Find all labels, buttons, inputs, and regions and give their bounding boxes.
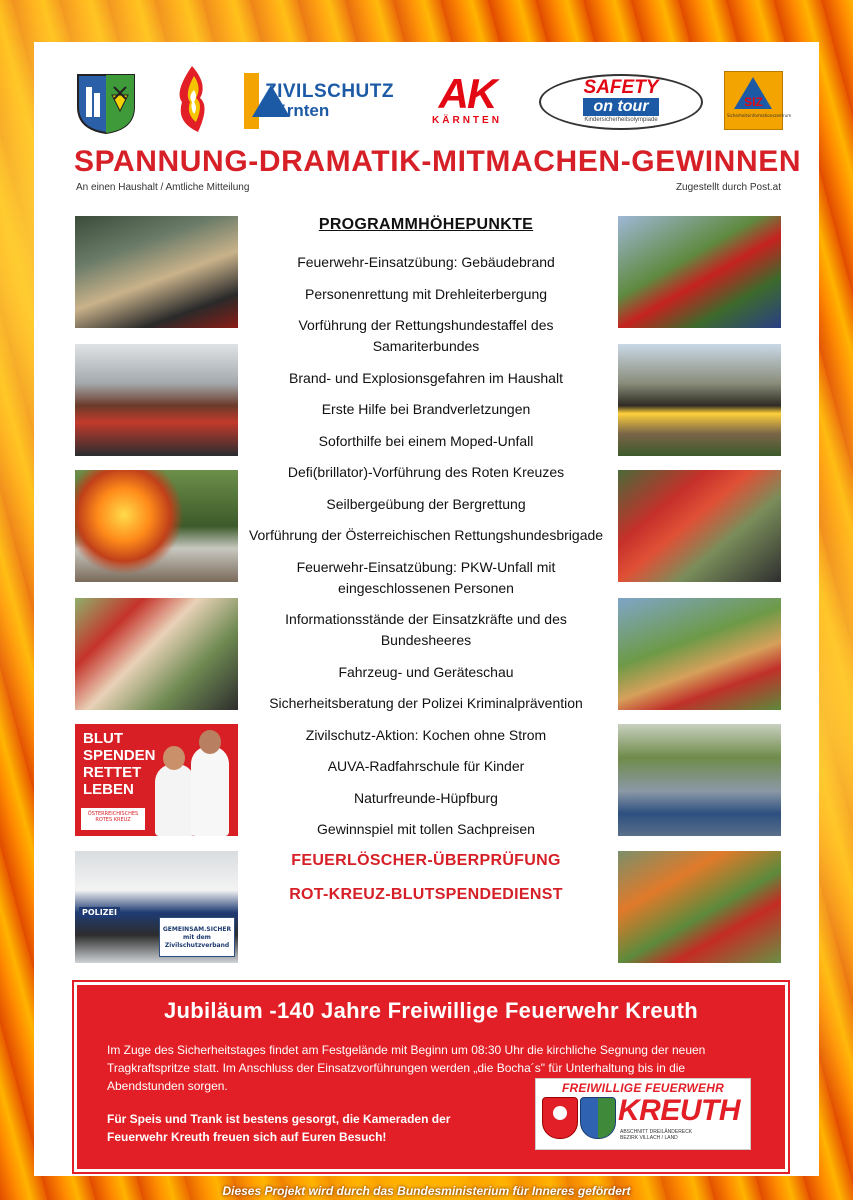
zivilschutz-kaernten-logo <box>244 73 394 129</box>
safety-word: SAFETY <box>583 77 659 98</box>
program-item: Feuerwehr-Einsatzübung: PKW-Unfall mit eingeschlossenen Personen <box>296 558 556 596</box>
ff-logo-kreuth: KREUTH <box>618 1094 740 1127</box>
program-title: PROGRAMMHÖHEPUNKTE <box>318 216 534 233</box>
photo-rescue-dogs <box>618 598 781 710</box>
zivilschutz-triangle-icon <box>244 73 259 129</box>
ff-logo-district <box>620 1129 692 1141</box>
program-item: Personenrettung mit Drehleiterbergung <box>304 285 548 302</box>
program-item: Defi(brillator)-Vorführung des Roten Kreuzes <box>287 464 565 480</box>
flyer-sheet <box>34 42 819 1176</box>
program-highlight: FEUERLÖSCHER-ÜBERPRÜFUNG <box>291 851 561 869</box>
photo-firefighters-car-rescue <box>75 216 238 328</box>
blood-ad-line: SPENDEN <box>83 747 156 764</box>
program-highlight: ROT-KREUZ-BLUTSPENDEDIENST <box>289 885 563 903</box>
program-item: Brand- und Explosionsgefahren im Haushalt <box>289 369 563 386</box>
photo-first-aid-burns <box>75 598 238 710</box>
ff-logo-line3: ABSCHNITT DREILÄNDERECK <box>620 1129 693 1135</box>
program-item: Seilbergeübung der Bergrettung <box>326 495 526 512</box>
program-item: Feuerwehr-Einsatzübung: Gebäudebrand <box>297 254 555 270</box>
blood-ad-person-head <box>163 746 185 770</box>
jubilee-text: Im Zuge des Sicherheitstages findet am Festgelände mit Beginn um 08:30 Uhr die kirchliche Segnung der neuen Tragkraftspritze statt. Im Anschluss der Einsatzvorführungen werden „die Bocha´s" für Unterhaltung bis in die Abendstunden sorgen. <box>107 1043 706 1093</box>
safety-subtitle: Kindersicherheitsolympiade <box>584 117 658 123</box>
badge-line: mit dem Zivilschutzverband <box>164 934 230 949</box>
delivery-note: Zugestellt durch Post.at <box>675 182 781 193</box>
siz-label: SIZ <box>744 95 763 109</box>
gemeinsam-sicher-badge <box>159 917 235 957</box>
photo-fire-explosion-demo <box>75 470 238 582</box>
program-item: Vorführung der Österreichischen Rettungshundesbrigade <box>248 527 604 543</box>
municipal-crest-logo <box>76 73 136 135</box>
ak-letters: AK <box>438 70 496 117</box>
on-tour-word: on tour <box>583 98 658 116</box>
blood-ad-line: LEBEN <box>83 781 134 798</box>
blood-ad-person-head <box>199 730 221 754</box>
siz-logo <box>724 71 792 130</box>
ff-logo-line4: BEZIRK VILLACH / LAND <box>620 1135 678 1141</box>
blood-ad-slogan <box>83 730 156 798</box>
police-car-label: POLIZEI <box>79 907 120 918</box>
jubilee-box <box>74 982 788 1172</box>
program-item: Vorführung der Rettungshundestaffel des Samariterbundes <box>298 317 554 354</box>
program-item: Naturfreunde-Hüpfburg <box>354 789 498 806</box>
program-item: AUVA-Radfahrschule für Kinder <box>327 758 525 774</box>
program-item: Informationsstände der Einsatzkräfte und des Bundesheeres <box>285 611 567 648</box>
program-item: Zivilschutz-Aktion: Kochen ohne Strom <box>305 726 547 743</box>
blood-ad-line: RETTET <box>83 764 142 781</box>
siz-subtitle: Sicherheitsinformationszentrum <box>727 113 792 118</box>
photo-excavator-demo <box>618 344 781 456</box>
program-item: Sicherheitsberatung der Polizei Kriminalprävention <box>269 695 583 711</box>
program-item: Fahrzeug- und Geräteschau <box>338 663 514 680</box>
ak-region: KÄRNTEN <box>432 115 502 126</box>
blood-ad-person <box>191 746 229 836</box>
jubilee-title: Jubiläum -140 Jahre Freiwillige Feuerwehr Kreuth <box>164 998 698 1023</box>
red-cross-card: ÖSTERREICHISCHES ROTES KREUZ <box>81 808 145 830</box>
program-list <box>244 212 608 919</box>
program-item: Soforthilfe bei einem Moped-Unfall <box>318 432 534 449</box>
blood-ad-line: BLUT <box>83 730 123 747</box>
ak-kaernten-logo <box>424 70 510 135</box>
program-item: Gewinnspiel mit tollen Sachpreisen <box>317 821 535 837</box>
blood-ad-person <box>155 764 195 836</box>
photo-turntable-ladder-rescue <box>75 344 238 456</box>
fire-brigade-flame-logo <box>174 64 212 134</box>
photo-rescue-stretcher <box>618 470 781 582</box>
municipal-shield-icon <box>580 1097 616 1139</box>
photo-cycling-school <box>618 724 781 836</box>
safety-on-tour-logo <box>539 74 703 130</box>
photo-blood-donation-ad <box>75 724 238 836</box>
photo-police-vehicle <box>75 851 238 963</box>
ff-logo-line1: FREIWILLIGE FEUERWEHR <box>562 1081 724 1095</box>
jubilee-invitation: Für Speis und Trank ist bestens gesorgt, die Kameraden der Feuerwehr Kreuth freuen sich auf Euren Besuch! <box>107 1112 451 1144</box>
zivilschutz-label: ZIVILSCHUTZ <box>265 81 394 103</box>
fire-brigade-shield-icon <box>542 1097 578 1139</box>
photo-dog-squad-exercise <box>618 851 781 963</box>
program-item: Erste Hilfe bei Brandverletzungen <box>321 401 531 417</box>
zivilschutz-region: Kärnten <box>265 101 330 121</box>
headline: SPANNUNG-DRAMATIK-MITMACHEN-GEWINNEN <box>74 145 802 178</box>
funding-footer: Dieses Projekt wird durch das Bundesministerium für Inneres gefördert <box>222 1184 631 1198</box>
ff-kreuth-logo <box>535 1078 751 1150</box>
recipient-note: An einen Haushalt / Amtliche Mitteilung <box>76 182 250 193</box>
badge-line: GEMEINSAM.SICHER <box>162 926 232 933</box>
photo-first-aid-exercise <box>618 216 781 328</box>
